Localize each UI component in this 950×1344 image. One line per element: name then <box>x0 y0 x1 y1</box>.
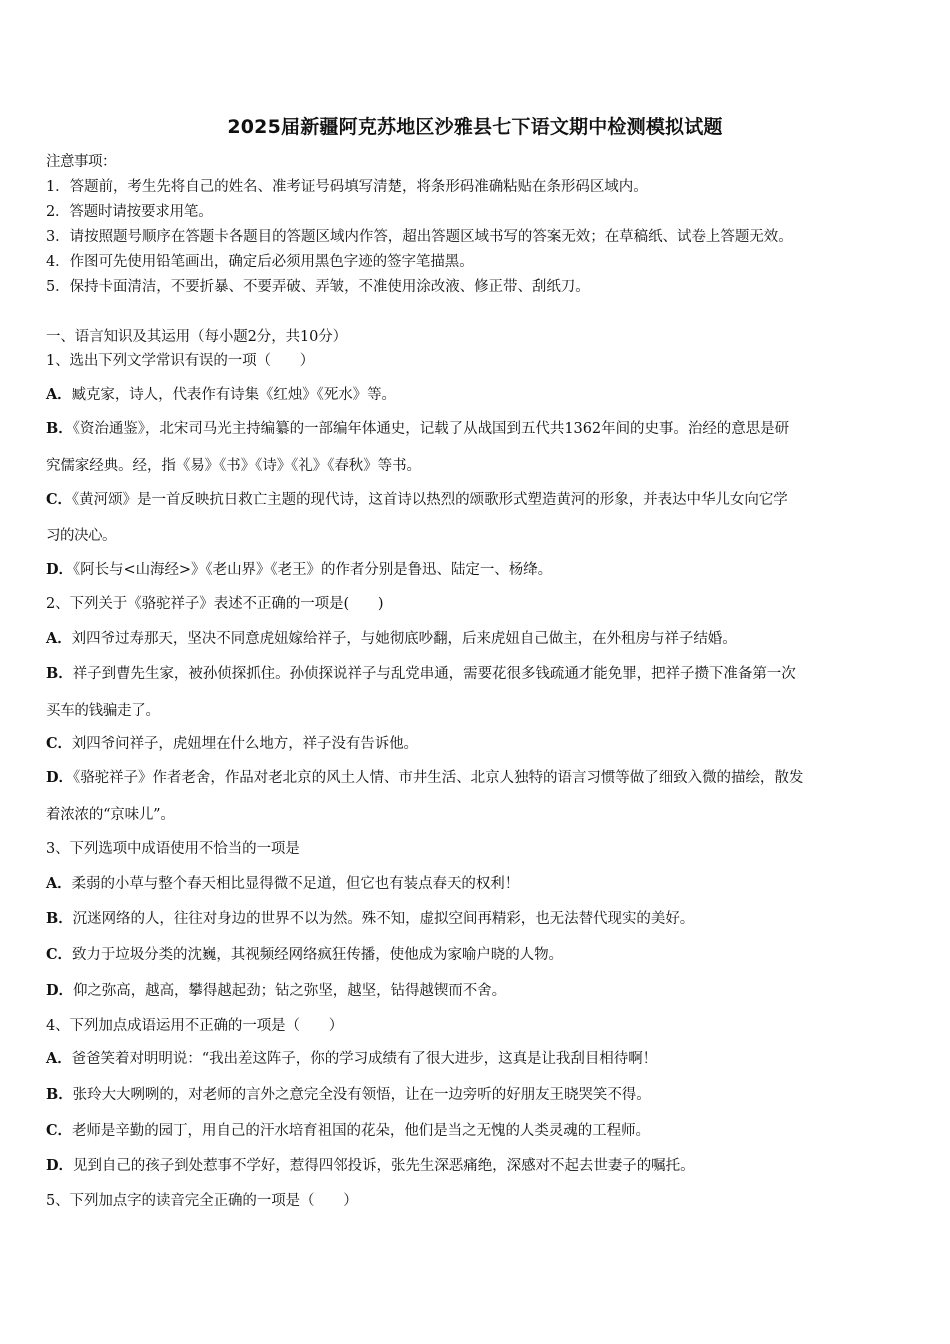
option-text: 致力于垃圾分类的沈巍，其视频经网络疯狂传播，使他成为家喻户晓的人物。 <box>71 947 563 963</box>
option-text: 《阿长与<山海经>》《老山界》《老王》的作者分别是鲁迅、陆定一、杨绛。 <box>72 562 553 578</box>
q1-option-b <box>46 420 916 438</box>
q2-option-d <box>46 769 916 787</box>
page-title: 2025届新疆阿克苏地区沙雅县七下语文期中检测模拟试题 <box>227 116 723 138</box>
q4-option-c <box>46 1122 916 1140</box>
q4-option-a <box>46 1050 916 1068</box>
q3-option-b <box>46 910 916 928</box>
option-text: 《骆驼祥子》作者老舍，作品对老北京的风土人情、市井生活、北京人独特的语言习惯等做了细致入微的描绘，散发 <box>73 770 804 786</box>
option-label: A． <box>46 386 72 403</box>
q3-option-a <box>46 875 916 893</box>
q1-option-b-cont: 究儒家经典。经，指《易》《书》《诗》《礼》《春秋》等书。 <box>46 458 421 474</box>
q2-option-a <box>46 630 916 648</box>
option-label: D． <box>46 1157 73 1174</box>
notice-item-3: 3．请按照题号顺序在答题卡各题目的答题区域内作答，超出答题区域书写的答案无效；在草稿纸、试卷上答题无效。 <box>46 229 793 245</box>
option-text: 柔弱的小草与整个春天相比显得微不足道，但它也有装点春天的权利！ <box>71 876 520 892</box>
section-heading: 一、语言知识及其运用（每小题2分，共10分） <box>46 329 348 345</box>
q3-option-c <box>46 946 916 964</box>
option-label: B． <box>46 910 73 927</box>
option-label: A． <box>46 630 72 647</box>
option-label: D． <box>46 561 73 578</box>
notice-item-5: 5．保持卡面清洁，不要折暴、不要弄破、弄皱，不准使用涂改液、修正带、刮纸刀。 <box>46 279 590 295</box>
q1-stem: 1、选出下列文学常识有误的一项（ ） <box>46 353 315 369</box>
option-label: A． <box>46 1050 72 1067</box>
option-label: B． <box>46 1086 73 1103</box>
q2-stem: 2、下列关于《骆驼祥子》表述不正确的一项是( ) <box>46 596 384 612</box>
q1-option-c-cont: 习的决心。 <box>46 528 116 544</box>
notice-item-1: 1．答题前，考生先将自己的姓名、准考证号码填写清楚，将条形码准确粘贴在条形码区域内。 <box>46 179 648 195</box>
option-text: 《黄河颂》是一首反映抗日救亡主题的现代诗，这首诗以热烈的颂歌形式塑造黄河的形象，并表达中华儿女向它学 <box>71 492 788 508</box>
q2-option-b <box>46 665 916 683</box>
q3-stem: 3、下列选项中成语使用不恰当的一项是 <box>46 841 300 857</box>
q1-option-c <box>46 491 916 509</box>
option-label: C． <box>46 735 72 752</box>
option-label: C． <box>46 491 72 508</box>
option-text: 《资治通鉴》，北宋司马光主持编纂的一部编年体通史，记载了从战国到五代共1362年间的史事。治经的意思是研 <box>72 421 790 437</box>
q2-option-b-cont: 买车的钱骗走了。 <box>46 703 160 719</box>
q3-option-d <box>46 982 916 1000</box>
option-label: B． <box>46 420 73 437</box>
q4-stem: 4、下列加点成语运用不正确的一项是（ ） <box>46 1018 344 1034</box>
q4-option-b <box>46 1086 916 1104</box>
option-text: 祥子到曹先生家，被孙侦探抓住。孙侦探说祥子与乱党串通，需要花很多钱疏通才能免罪，把祥子攒下准备第一次 <box>72 666 796 682</box>
option-text: 沉迷网络的人，往往对身边的世界不以为然。殊不知，虚拟空间再精彩，也无法替代现实的美好。 <box>72 911 695 927</box>
q1-option-d <box>46 561 916 579</box>
q2-option-c <box>46 735 916 753</box>
option-label: A． <box>46 875 72 892</box>
option-label: D． <box>46 769 73 786</box>
option-text: 刘四爷过寿那天，坚决不同意虎妞嫁给祥子，与她彻底吵翻，后来虎妞自己做主，在外租房与祥子结婚。 <box>71 631 737 647</box>
option-label: B． <box>46 665 73 682</box>
option-text: 刘四爷问祥子，虎妞埋在什么地方，祥子没有告诉他。 <box>71 736 418 752</box>
q4-option-d <box>46 1157 916 1175</box>
option-text: 爸爸笑着对明明说：“我出差这阵子，你的学习成绩有了很大进步，这真是让我刮目相待啊！ <box>71 1051 658 1067</box>
notice-item-4: 4．作图可先使用铅笔画出，确定后必须用黑色字迹的签字笔描黑。 <box>46 254 474 270</box>
option-label: C． <box>46 946 72 963</box>
notice-heading: 注意事项： <box>46 154 116 170</box>
option-text: 见到自己的孩子到处惹事不学好，惹得四邻投诉，张先生深恶痛绝，深感对不起去世妻子的嘱托。 <box>72 1158 695 1174</box>
notice-item-2: 2．答题时请按要求用笔。 <box>46 204 213 220</box>
option-text: 仰之弥高，越高，攀得越起劲；钻之弥坚，越坚，钻得越锲而不舍。 <box>72 983 507 999</box>
option-text: 老师是辛勤的园丁，用自己的汗水培育祖国的花朵，他们是当之无愧的人类灵魂的工程师。 <box>71 1123 650 1139</box>
option-label: C． <box>46 1122 72 1139</box>
q5-stem: 5、下列加点字的读音完全正确的一项是（ ） <box>46 1193 358 1209</box>
option-text: 张玲大大咧咧的，对老师的言外之意完全没有领悟，让在一边旁听的好朋友王晓哭笑不得。 <box>72 1087 651 1103</box>
q2-option-d-cont: 着浓浓的“京味儿”。 <box>46 807 175 823</box>
option-label: D． <box>46 982 73 999</box>
option-text: 臧克家，诗人，代表作有诗集《红烛》《死水》等。 <box>71 387 396 403</box>
q1-option-a <box>46 386 916 404</box>
